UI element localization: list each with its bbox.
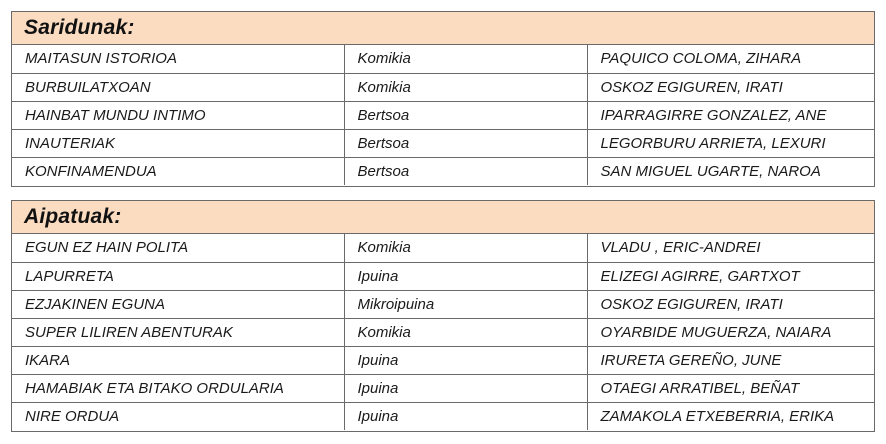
author-cell: OTAEGI ARRATIBEL, BEÑAT <box>587 374 874 402</box>
genre-cell: Komikia <box>344 45 587 73</box>
table-row <box>12 402 874 430</box>
author-cell: IRURETA GEREÑO, JUNE <box>587 346 874 374</box>
genre-cell: Bertsoa <box>344 157 587 185</box>
genre-cell: Ipuina <box>344 402 587 430</box>
author-cell: VLADU , ERIC-ANDREI <box>587 234 874 262</box>
table-row <box>12 234 874 262</box>
work-title-cell: KONFINAMENDUA <box>12 157 344 185</box>
table-row <box>12 318 874 346</box>
work-title-cell: INAUTERIAK <box>12 129 344 157</box>
genre-cell: Komikia <box>344 234 587 262</box>
table-row <box>12 73 874 101</box>
genre-cell: Bertsoa <box>344 129 587 157</box>
genre-cell: Ipuina <box>344 374 587 402</box>
table-row <box>12 45 874 73</box>
author-cell: IPARRAGIRRE GONZALEZ, ANE <box>587 101 874 129</box>
section-title: Saridunak: <box>24 16 135 39</box>
genre-cell: Mikroipuina <box>344 290 587 318</box>
author-cell: OSKOZ EGIGUREN, IRATI <box>587 73 874 101</box>
work-title-cell: EGUN EZ HAIN POLITA <box>12 234 344 262</box>
genre-cell: Ipuina <box>344 262 587 290</box>
section-aipatuak <box>11 200 875 432</box>
section-title: Aipatuak: <box>24 205 122 228</box>
work-title-cell: MAITASUN ISTORIOA <box>12 45 344 73</box>
work-title-cell: BURBUILATXOAN <box>12 73 344 101</box>
table-row <box>12 262 874 290</box>
table-row <box>12 346 874 374</box>
work-title-cell: NIRE ORDUA <box>12 402 344 430</box>
section-saridunak <box>11 11 875 187</box>
table-row <box>12 290 874 318</box>
author-cell: OSKOZ EGIGUREN, IRATI <box>587 290 874 318</box>
work-title-cell: LAPURRETA <box>12 262 344 290</box>
author-cell: ELIZEGI AGIRRE, GARTXOT <box>587 262 874 290</box>
awards-table <box>12 45 874 185</box>
author-cell: LEGORBURU ARRIETA, LEXURI <box>587 129 874 157</box>
genre-cell: Komikia <box>344 73 587 101</box>
table-row <box>12 101 874 129</box>
work-title-cell: HAINBAT MUNDU INTIMO <box>12 101 344 129</box>
work-title-cell: IKARA <box>12 346 344 374</box>
section-header <box>12 201 874 234</box>
genre-cell: Bertsoa <box>344 101 587 129</box>
work-title-cell: HAMABIAK ETA BITAKO ORDULARIA <box>12 374 344 402</box>
genre-cell: Komikia <box>344 318 587 346</box>
work-title-cell: EZJAKINEN EGUNA <box>12 290 344 318</box>
author-cell: SAN MIGUEL UGARTE, NAROA <box>600 162 821 180</box>
section-header <box>12 12 874 45</box>
work-title-cell: SUPER LILIREN ABENTURAK <box>12 318 344 346</box>
genre-cell: Ipuina <box>344 346 587 374</box>
author-cell: OYARBIDE MUGUERZA, NAIARA <box>587 318 874 346</box>
mentions-table <box>12 234 874 430</box>
table-row <box>12 129 874 157</box>
author-cell: PAQUICO COLOMA, ZIHARA <box>587 45 874 73</box>
table-row <box>12 374 874 402</box>
table-row <box>12 157 874 185</box>
author-cell: ZAMAKOLA ETXEBERRIA, ERIKA <box>600 407 835 425</box>
